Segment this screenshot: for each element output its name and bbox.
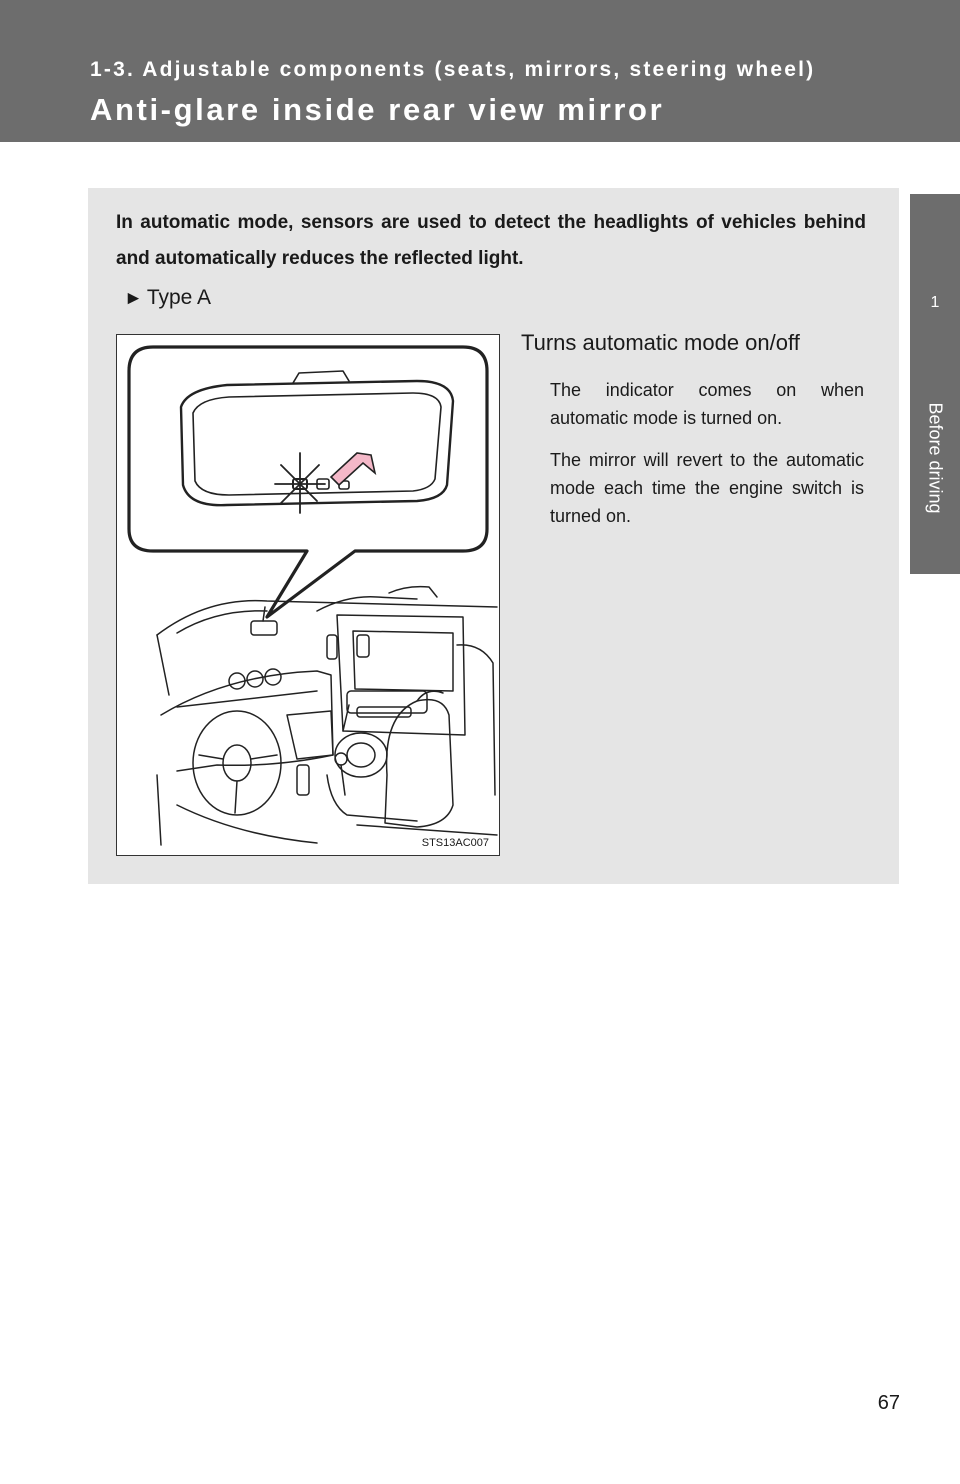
chapter-label: Before driving	[925, 402, 946, 514]
type-label	[124, 286, 211, 310]
page-number: 67	[877, 1392, 900, 1414]
chapter-number: 1	[930, 294, 940, 311]
description-paragraph: The indicator comes on when automatic mode is turned on.	[550, 380, 864, 428]
figure-code: STS13AC007	[421, 837, 489, 849]
section-title: 1-3. Adjustable components (seats, mirrors, steering wheel)	[90, 58, 816, 81]
intro-text: In automatic mode, sensors are used to detect the headlights of vehicles behind and automatically reduces the reflected light.	[116, 212, 866, 269]
page-title: Anti-glare inside rear view mirror	[90, 92, 665, 127]
cabin-illustration-svg	[117, 335, 499, 855]
steering-wheel-icon	[193, 711, 281, 815]
seat-icon	[385, 700, 453, 827]
chapter-tab	[910, 194, 960, 574]
page-header	[0, 0, 960, 142]
type-label-text: Type A	[146, 286, 212, 309]
mirror-illustration	[116, 334, 500, 856]
description-heading: Turns automatic mode on/off	[521, 330, 800, 355]
description-paragraph: The mirror will revert to the automatic mode each time the engine switch is turned on.	[550, 450, 864, 526]
triangle-marker-icon: ►	[124, 288, 143, 309]
